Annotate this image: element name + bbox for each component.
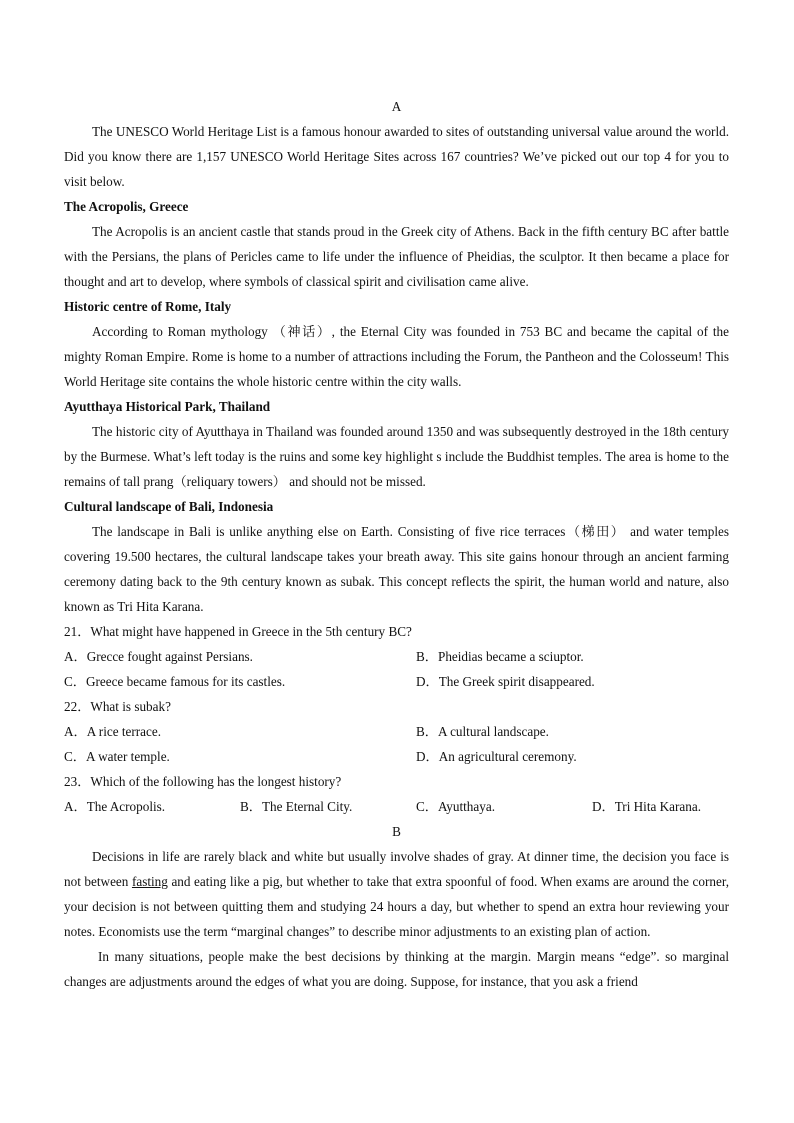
section-b-paragraph-1-end: and eating like a pig, but whether to take that extra spoonful of food. When exams are around the corner, your decision is not between quitting them and studying 24 hours a day, but whether to spend an extra hour reviewing your notes. Economists use the term “marginal changes” to describe minor adjustments to an existing plan of action.	[64, 874, 729, 939]
section-b-label: B	[392, 824, 401, 839]
question-21-options-row-2	[64, 669, 729, 694]
question-22-option-c: C．A water temple.	[64, 749, 170, 764]
site-text-ayutthaya: The historic city of Ayutthaya in Thailand was founded around 1350 and was subsequently destroyed in the 18th century by the Burmese. What’s left today is the ruins and some key highlight s include the Buddhist temples. The area is home to the remains of tall prang（reliquary towers） and should not be missed.	[64, 424, 729, 489]
underlined-word-fasting: fasting	[131, 874, 168, 889]
section-a-intro: The UNESCO World Heritage List is a famous honour awarded to sites of outstanding universal value around the world. Did you know there are 1,157 UNESCO World Heritage Sites across 167 countries? We’ve picked out our top 4 for you to visit below.	[64, 124, 729, 189]
question-23: 23．Which of the following has the longest history?	[64, 774, 342, 789]
site-heading-acropolis: The Acropolis, Greece	[64, 199, 189, 214]
site-heading-ayutthaya: Ayutthaya Historical Park, Thailand	[64, 399, 271, 414]
site-heading-bali: Cultural landscape of Bali, Indonesia	[64, 499, 274, 514]
question-23-options-row	[64, 794, 729, 819]
section-a-label: A	[391, 99, 402, 114]
question-23-option-d: D．Tri Hita Karana.	[592, 799, 702, 814]
question-22: 22．What is subak?	[64, 699, 171, 714]
section-b-paragraph-2: In many situations, people make the best decisions by thinking at the margin. Margin means “edge”. so marginal changes are adjustments around the edges of what you are doing. Suppose, for instance, that you ask a friend	[64, 949, 729, 989]
question-22-option-a: A．A rice terrace.	[64, 724, 162, 739]
question-21-option-d: D．The Greek spirit disappeared.	[416, 674, 595, 689]
section-b-paragraph-1	[64, 844, 729, 944]
question-23-option-c: C．Ayutthaya.	[416, 799, 496, 814]
page-content	[64, 94, 729, 994]
question-22-option-d: D．An agricultural ceremony.	[416, 749, 577, 764]
question-23-option-a: A．The Acropolis.	[64, 799, 166, 814]
question-21-option-a: A．Grecce fought against Persians.	[64, 649, 253, 664]
question-21-option-c: C．Greece became famous for its castles.	[64, 674, 286, 689]
site-text-rome: According to Roman mythology （神话）, the Eternal City was founded in 753 BC and became the capital of the mighty Roman Empire. Rome is home to a number of attractions including the Forum, the Pantheon and the Colosseum! This World Heritage site contains the whole historic centre within the city walls.	[64, 324, 729, 389]
question-21: 21．What might have happened in Greece in the 5th century BC?	[64, 624, 412, 639]
section-b-paragraph-1-start: Decisions in life are rarely black and white but usually involve shades of gray. At dinner time, the decision you face is not between	[64, 849, 729, 889]
question-22-options-row-2	[64, 744, 729, 769]
question-21-option-b: B．Pheidias became a sciuptor.	[416, 649, 584, 664]
question-23-option-b: B．The Eternal City.	[240, 799, 353, 814]
question-21-options-row-1	[64, 644, 729, 669]
site-text-acropolis: The Acropolis is an ancient castle that stands proud in the Greek city of Athens. Back in the fifth century BC after battle with the Persians, the plans of Pericles came to life under the influence of Pheidias, the sculptor. It then became a place for thought and art to develop, where symbols of classical spirit and civilisation came alive.	[64, 224, 729, 289]
question-22-option-b: B．A cultural landscape.	[416, 724, 549, 739]
site-heading-rome: Historic centre of Rome, Italy	[64, 299, 232, 314]
site-text-bali: The landscape in Bali is unlike anything else on Earth. Consisting of five rice terraces（梯田） and water temples covering 19.500 hectares, the cultural landscape takes your breath away. This site gains honour through an ancient farming ceremony dating back to the 9th century known as subak. This concept reflects the spirit, the human world and nature, also known as Tri Hita Karana.	[64, 524, 729, 614]
question-22-options-row-1	[64, 719, 729, 744]
